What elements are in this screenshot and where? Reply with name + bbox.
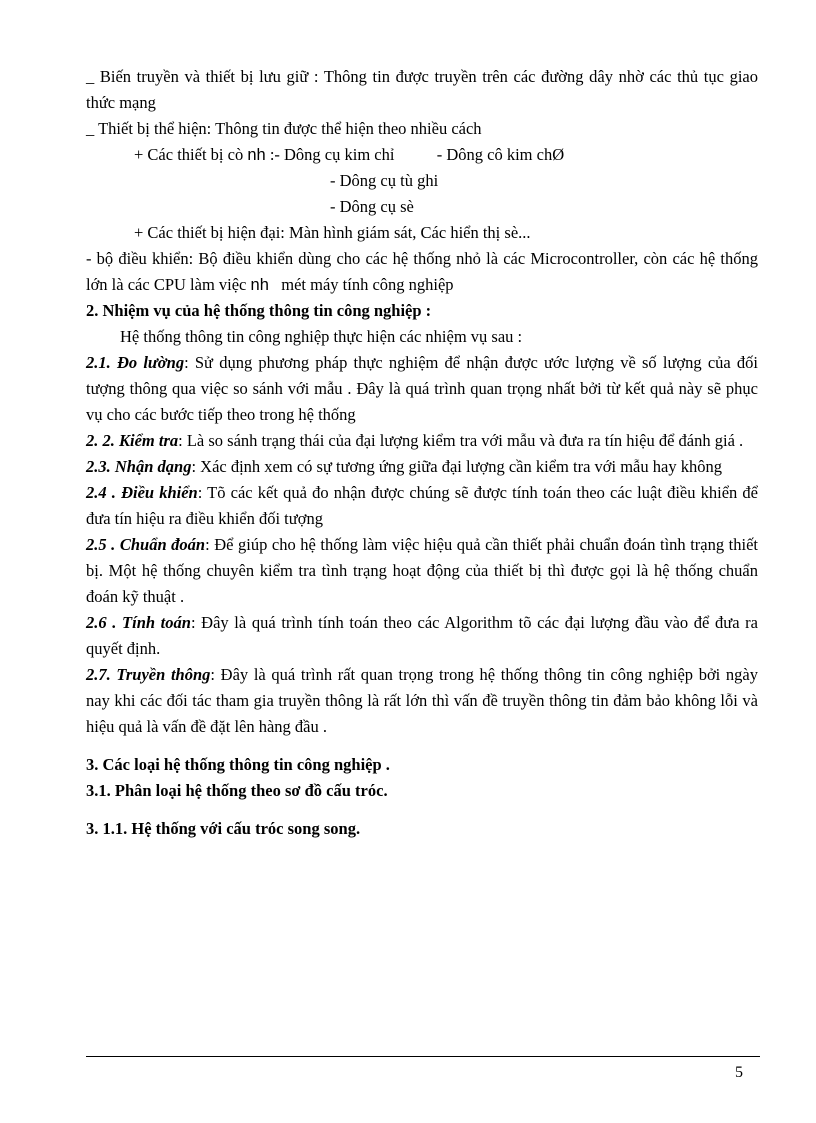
list-item: - Dông cụ sè [330,197,414,216]
task-text: : Tõ các kết quả đo nhận được chúng sẽ được tính toán theo các luật điều khiển để đưa tín hiệu ra điều khiển đối tượng [86,483,759,528]
text-fragment: nh [250,276,269,294]
section-3-1-heading: 3.1. Phân loại hệ thống theo sơ đồ cấu tróc. [86,781,388,800]
classic-devices-line [86,142,758,168]
text-line: - bộ điều khiển: Bộ điều khiển dùng cho các hệ thống nhỏ là các Microcontroller, còn [86,249,668,268]
text-line: thủ tục giao thức mạng [86,67,759,112]
spacer [86,804,758,816]
text-fragment: + Các thiết bị cò [134,145,244,164]
document-page [86,64,758,842]
text-line: _ Biến truyền và thiết bị lưu giữ : Thông tin được truyền trên các đường dây nhờ các [86,67,672,86]
task-item [86,662,758,740]
task-number: 2.6 . [86,613,117,632]
task-text: : Xác định xem có sự tương ứng giữa đại lượng cần kiểm tra với mẫu hay không [191,457,722,476]
task-title: Tính toán [122,613,191,632]
task-number: 2.4 . [86,483,116,502]
task-item [86,428,758,454]
task-number: 2.7. [86,665,111,684]
task-number: 2.3. [86,457,111,476]
task-number: 2.5 . [86,535,116,554]
footer-divider [86,1056,760,1057]
text-fragment: nh [247,146,266,164]
task-text: : Là so sánh trạng thái của đại lượng kiểm tra với mẫu và đưa ra tín hiệu để đánh giá . [178,431,744,450]
task-item [86,454,758,480]
paragraph-controller [86,246,758,298]
section-2-intro: Hệ thống thông tin công nghiệp thực hiện các nhiệm vụ sau : [120,327,523,346]
text-fragment: mét máy tính công nghiệp [281,275,454,294]
task-text: : Để giúp cho hệ thống làm việc hiệu quả cần thiết phải chuẩn đoán tình trạng thiết bị. Một hệ thống chuyên kiểm tra tình trạng hoạt động của thiết bị thì được gọi là hệ thống chuẩn đoán kỹ thuật . [86,535,758,606]
text-fragment: các hệ thống lớn là các CPU làm việc [86,249,758,294]
task-number: 2.1. [86,353,111,372]
paragraph-transmission [86,64,758,116]
task-title: Nhận dạng [114,457,192,476]
paragraph-display-devices: _ Thiết bị thể hiện: Thông tin được thể hiện theo nhiều cách [86,119,482,138]
task-text: : Đây là quá trình rất quan trọng trong hệ thống thông tin công nghiệp bởi ngày nay khi các đối tác tham gia truyền thông là rất lớn thì vấn đề truyền thông tin đảm bảo không lỗi và hiệu quả là vấn đề đặt lên hàng đầu . [86,665,758,736]
task-title: Điều khiển [121,483,198,502]
page-number: 5 [735,1064,743,1081]
section-3-1-1-heading: 3. 1.1. Hệ thống với cấu tróc song song. [86,819,361,838]
task-item [86,532,758,610]
text-fragment: - Dông cô kim chØ [436,145,565,164]
spacer [86,740,758,752]
list-item: - Dông cụ tù ghi [330,171,439,190]
task-item [86,610,758,662]
text-fragment: :- Dông cụ kim chỉ [269,145,395,164]
task-title: Đo lường [116,353,185,372]
task-text: : Sử dụng phương pháp thực nghiệm để nhận được ước lượng về số lượng của đối tượng thông qua việc so sánh với mẫu . Đây là quá trình quan trọng nhất bởi từ kết quả này sẽ phục vụ cho các bước tiếp theo trong hệ thống [86,353,759,424]
task-item [86,480,758,532]
task-item [86,350,758,428]
section-3-heading: 3. Các loại hệ thống thông tin công nghiệp . [86,755,390,774]
task-title: Kiểm tra [119,431,179,450]
task-number: 2. 2. [86,431,115,450]
task-title: Truyền thông [116,665,211,684]
task-title: Chuẩn đoán [119,535,206,554]
task-text: : Đây là quá trình tính toán theo các Algorithm tõ các đại lượng đầu vào để đưa ra quyết định. [86,613,758,658]
section-2-heading: 2. Nhiệm vụ của hệ thống thông tin công nghiệp : [86,301,432,320]
modern-devices-line: + Các thiết bị hiện đại: Màn hình giám sát, Các hiển thị sè... [134,223,531,242]
